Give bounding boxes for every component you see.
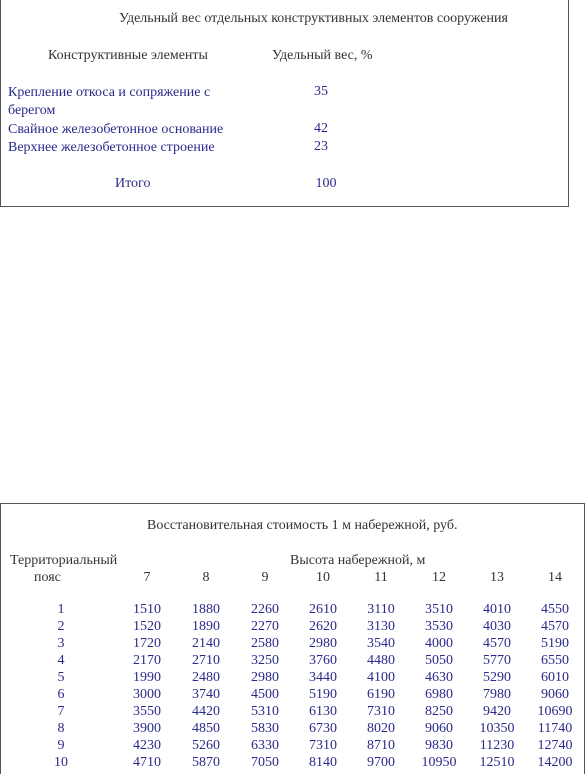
cost-cell: 3440: [309, 670, 337, 685]
zone-cell: 7: [57, 704, 65, 719]
cost-cell: 3550: [133, 704, 161, 719]
cost-cell: 1890: [192, 619, 220, 634]
cost-cell: 3740: [192, 687, 220, 702]
cost-cell: 7310: [309, 738, 337, 753]
cost-cell: 14200: [537, 755, 573, 770]
cost-cell: 4850: [192, 721, 220, 736]
cost-cell: 7310: [367, 704, 395, 719]
cost-cell: 2260: [251, 602, 279, 617]
cost-cell: 6550: [541, 653, 569, 668]
cost-cell: 1880: [192, 602, 220, 617]
cost-cell: 8140: [309, 755, 337, 770]
cost-cell: 6330: [251, 738, 279, 753]
height-column-header: 11: [374, 570, 388, 585]
cost-cell: 12740: [537, 738, 573, 753]
total-value: 100: [315, 176, 337, 191]
cost-cell: 7980: [483, 687, 511, 702]
column-header-element: Конструктивные элементы: [48, 48, 208, 63]
row-value-superstructure: 23: [314, 139, 328, 154]
restoration-cost-table: [0, 503, 585, 774]
cost-cell: 3530: [425, 619, 453, 634]
zone-cell: 9: [57, 738, 65, 753]
cost-cell: 11230: [479, 738, 515, 753]
cost-cell: 2710: [192, 653, 220, 668]
cost-cell: 4420: [192, 704, 220, 719]
cost-cell: 4710: [133, 755, 161, 770]
cost-cell: 5770: [483, 653, 511, 668]
cost-cell: 5190: [309, 687, 337, 702]
cost-cell: 6190: [367, 687, 395, 702]
cost-cell: 11740: [537, 721, 573, 736]
cost-cell: 3000: [133, 687, 161, 702]
height-column-header: 12: [432, 570, 446, 585]
cost-cell: 1990: [133, 670, 161, 685]
cost-cell: 3110: [367, 602, 395, 617]
cost-cell: 10690: [537, 704, 573, 719]
zone-cell: 4: [57, 653, 65, 668]
height-column-header: 9: [261, 570, 269, 585]
cost-cell: 2480: [192, 670, 220, 685]
cost-cell: 4230: [133, 738, 161, 753]
cost-cell: 3510: [425, 602, 453, 617]
zone-cell: 10: [54, 755, 68, 770]
cost-cell: 2980: [309, 636, 337, 651]
element-share-table: [0, 0, 569, 207]
height-column-header: 14: [548, 570, 562, 585]
row-name-slope: Крепление откоса и сопряжение с берегом: [8, 85, 211, 118]
cost-cell: 8710: [367, 738, 395, 753]
cost-cell: 4570: [483, 636, 511, 651]
zone-cell: 6: [57, 687, 65, 702]
cost-cell: 5830: [251, 721, 279, 736]
cost-cell: 4550: [541, 602, 569, 617]
cost-cell: 5190: [541, 636, 569, 651]
cost-cell: 3250: [251, 653, 279, 668]
cost-cell: 9060: [425, 721, 453, 736]
zone-header-line2: пояс: [34, 570, 61, 585]
cost-cell: 12510: [479, 755, 515, 770]
cost-cell: 8250: [425, 704, 453, 719]
cost-cell: 4570: [541, 619, 569, 634]
height-column-header: 8: [202, 570, 210, 585]
cost-cell: 5260: [192, 738, 220, 753]
cost-cell: 2170: [133, 653, 161, 668]
cost-cell: 9060: [541, 687, 569, 702]
cost-cell: 6130: [309, 704, 337, 719]
cost-cell: 2270: [251, 619, 279, 634]
cost-cell: 2610: [309, 602, 337, 617]
total-label: Итого: [115, 176, 151, 191]
cost-cell: 1720: [133, 636, 161, 651]
row-name-superstructure: Верхнее железобетонное строение: [8, 140, 215, 155]
zone-cell: 3: [57, 636, 65, 651]
zone-cell: 8: [57, 721, 65, 736]
cost-cell: 4480: [367, 653, 395, 668]
cost-cell: 6980: [425, 687, 453, 702]
column-header-share: Удельный вес, %: [272, 48, 373, 63]
cost-cell: 6010: [541, 670, 569, 685]
cost-cell: 2980: [251, 670, 279, 685]
cost-cell: 5050: [425, 653, 453, 668]
height-column-header: 10: [316, 570, 330, 585]
cost-cell: 8020: [367, 721, 395, 736]
cost-cell: 3130: [367, 619, 395, 634]
cost-cell: 10950: [421, 755, 457, 770]
height-column-header: 7: [143, 570, 151, 585]
cost-cell: 4010: [483, 602, 511, 617]
row-name-pile: Свайное железобетонное основание: [8, 122, 224, 137]
zone-cell: 5: [57, 670, 65, 685]
cost-cell: 9700: [367, 755, 395, 770]
table2-title: Восстановительная стоимость 1 м набережной, руб.: [147, 518, 458, 533]
cost-cell: 3760: [309, 653, 337, 668]
cost-cell: 4630: [425, 670, 453, 685]
cost-cell: 4100: [367, 670, 395, 685]
zone-cell: 1: [57, 602, 65, 617]
cost-cell: 7050: [251, 755, 279, 770]
cost-cell: 1510: [133, 602, 161, 617]
table1-title: Удельный вес отдельных конструктивных элементов сооружения: [119, 11, 508, 26]
height-header: Высота набережной, м: [290, 553, 426, 568]
height-column-header: 13: [490, 570, 504, 585]
cost-cell: 2620: [309, 619, 337, 634]
cost-cell: 4500: [251, 687, 279, 702]
cost-cell: 5290: [483, 670, 511, 685]
cost-cell: 6730: [309, 721, 337, 736]
cost-cell: 10350: [479, 721, 515, 736]
cost-cell: 4030: [483, 619, 511, 634]
cost-cell: 5310: [251, 704, 279, 719]
cost-cell: 2140: [192, 636, 220, 651]
row-value-slope: 35: [314, 84, 328, 99]
cost-cell: 4000: [425, 636, 453, 651]
row-value-pile: 42: [314, 121, 328, 136]
zone-header: Территориальный: [10, 553, 118, 568]
cost-cell: 9830: [425, 738, 453, 753]
cost-cell: 3540: [367, 636, 395, 651]
zone-cell: 2: [57, 619, 65, 634]
cost-cell: 1520: [133, 619, 161, 634]
cost-cell: 2580: [251, 636, 279, 651]
cost-cell: 3900: [133, 721, 161, 736]
cost-cell: 9420: [483, 704, 511, 719]
cost-cell: 5870: [192, 755, 220, 770]
